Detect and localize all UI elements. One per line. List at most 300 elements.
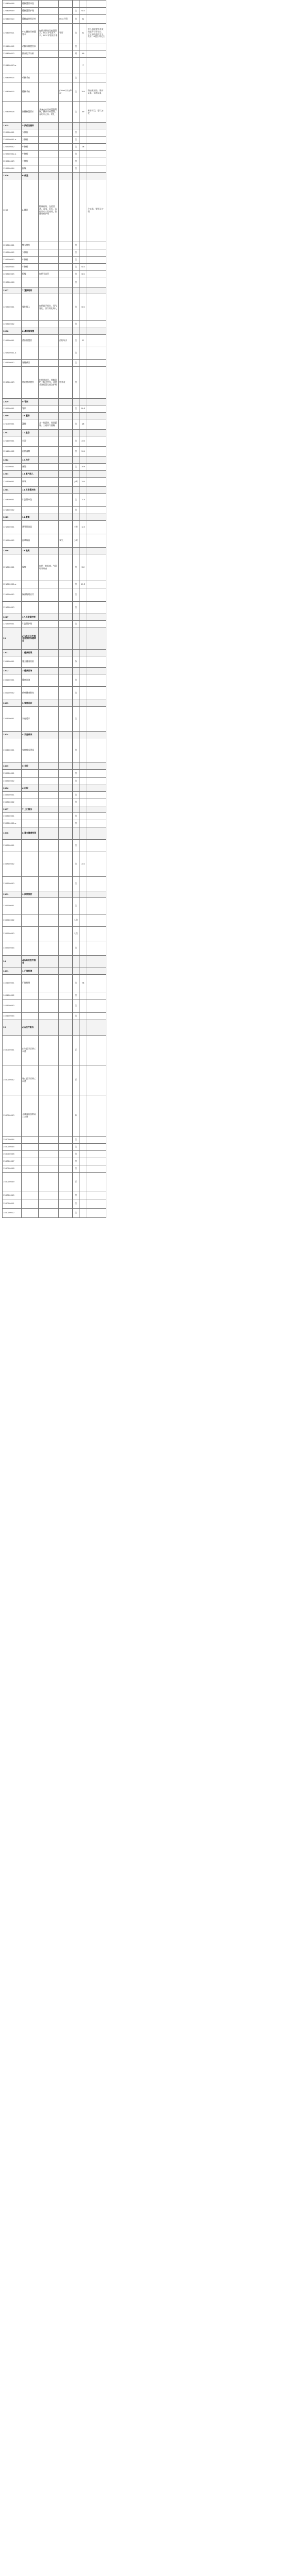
price-cell <box>79 840 87 852</box>
table-row <box>3 941 106 956</box>
note-cell <box>87 778 106 785</box>
note-cell <box>87 732 106 738</box>
note-cell <box>87 927 106 941</box>
item-name-cell: 小换药 <box>22 158 39 165</box>
excluded-content-cell <box>59 1020 73 1036</box>
note-cell <box>87 1 106 8</box>
item-code-cell: 130600001 <box>3 792 22 799</box>
note-cell <box>87 891 106 898</box>
item-code-cell: 120400013 <box>3 50 22 58</box>
item-content-cell <box>39 347 59 360</box>
table-row <box>3 1192 106 1199</box>
note-cell <box>87 534 106 548</box>
unit-cell: 次 <box>73 813 79 820</box>
unit-cell: 次 <box>73 249 79 257</box>
item-name-cell: 8.建立健康档案 <box>22 827 39 840</box>
item-code-cell: 150000002 <box>3 1065 22 1095</box>
price-cell <box>79 891 87 898</box>
item-code-cell: 130200001 <box>3 674 22 687</box>
unit-cell: 次 <box>73 447 79 457</box>
item-name-cell: 7.上门服务 <box>22 806 39 813</box>
excluded-content-cell <box>59 941 73 956</box>
item-name-cell <box>22 799 39 806</box>
item-code-cell: 120400012 <box>3 43 22 50</box>
note-cell <box>87 457 106 464</box>
unit-cell: 次 <box>73 852 79 877</box>
item-content-cell <box>39 614 59 621</box>
item-name-cell: 9.导尿 <box>22 399 39 405</box>
item-content-cell <box>39 436 59 447</box>
item-name-cell: 拆线 <box>22 271 39 278</box>
excluded-content-cell <box>59 785 73 792</box>
unit-cell: 次 <box>73 1209 79 1218</box>
price-cell: 19.5 <box>79 405 87 413</box>
unit-cell: 人次 <box>73 914 79 927</box>
table-row <box>3 820 106 827</box>
item-content-cell <box>39 687 59 700</box>
note-cell <box>87 521 106 534</box>
item-code-cell: 130400001 <box>3 738 22 763</box>
note-cell <box>87 588 106 602</box>
item-content-cell <box>39 732 59 738</box>
unit-cell: 次 <box>73 840 79 852</box>
unit-cell <box>73 471 79 478</box>
item-code-cell: 150000006 <box>3 1151 22 1158</box>
table-row <box>3 650 106 656</box>
item-code-cell: 121100001 <box>3 436 22 447</box>
table-row <box>3 999 106 1013</box>
note-cell <box>87 43 106 50</box>
note-cell <box>87 1192 106 1199</box>
excluded-content-cell <box>59 405 73 413</box>
item-name-cell <box>22 792 39 799</box>
excluded-content-cell <box>59 158 73 165</box>
item-name-cell: 雾化吸入 <box>22 294 39 321</box>
price-cell <box>79 165 87 173</box>
excluded-content-cell <box>59 877 73 891</box>
item-name-cell: 5.换药及敷料 <box>22 123 39 129</box>
note-cell <box>87 271 106 278</box>
item-name-cell <box>22 840 39 852</box>
unit-cell <box>73 763 79 770</box>
excluded-content-cell <box>59 1165 73 1173</box>
excluded-content-cell <box>59 1065 73 1095</box>
excluded-content-cell <box>59 436 73 447</box>
item-name-cell: 11.坐浴 <box>22 430 39 436</box>
item-content-cell <box>39 15 59 24</box>
item-name-cell: 引流管护理 <box>22 621 39 628</box>
price-cell <box>79 347 87 360</box>
excluded-content-cell <box>59 820 73 827</box>
item-code-cell: 130800003 <box>3 877 22 891</box>
note-cell <box>87 158 106 165</box>
item-content-cell <box>39 738 59 763</box>
table-row <box>3 785 106 792</box>
unit-cell <box>73 123 79 129</box>
price-cell <box>79 1199 87 1209</box>
item-content-cell <box>39 1199 59 1209</box>
table-row <box>3 144 106 151</box>
excluded-content-cell <box>59 430 73 436</box>
item-content-cell <box>39 827 59 840</box>
unit-cell: 次 <box>73 405 79 413</box>
price-cell <box>79 770 87 778</box>
excluded-content-cell <box>59 1151 73 1158</box>
item-code-cell: 1213 <box>3 471 22 478</box>
excluded-content-cell <box>59 457 73 464</box>
unit-cell: 次 <box>73 294 79 321</box>
excluded-content-cell <box>59 102 73 123</box>
item-content-cell <box>39 158 59 165</box>
item-code-cell: 130300001 <box>3 707 22 732</box>
unit-cell: 次 <box>73 8 79 15</box>
excluded-content-cell <box>59 1192 73 1199</box>
price-cell <box>79 1065 87 1095</box>
price-cell <box>79 129 87 137</box>
item-content-cell <box>39 74 59 82</box>
excluded-content-cell <box>59 827 73 840</box>
price-cell <box>79 877 87 891</box>
item-content-cell <box>39 792 59 799</box>
item-name-cell: 7.置换给药 <box>22 287 39 294</box>
note-cell <box>87 992 106 999</box>
item-name-cell: 家庭病床建床 <box>22 738 39 763</box>
item-name-cell: 静脉高营养治疗 <box>22 15 39 24</box>
item-code-cell: 140100002 <box>3 992 22 999</box>
unit-cell <box>73 1 79 8</box>
note-cell <box>87 123 106 129</box>
item-code-cell: 150000005 <box>3 1144 22 1151</box>
item-content-cell <box>39 507 59 514</box>
table-row <box>3 1 106 8</box>
note-cell <box>87 975 106 992</box>
note-cell <box>87 707 106 732</box>
table-row <box>3 548 106 554</box>
excluded-content-cell <box>59 271 73 278</box>
excluded-content-cell: PICC导管 <box>59 15 73 24</box>
table-row <box>3 158 106 165</box>
item-name-cell: 16.吸痰 <box>22 548 39 554</box>
excluded-content-cell <box>59 494 73 507</box>
item-content-cell <box>39 457 59 464</box>
item-content-cell <box>39 956 59 968</box>
item-code-cell: 150000004 <box>3 1137 22 1144</box>
item-code-cell: 130700001-a <box>3 820 22 827</box>
unit-cell: 次 <box>73 257 79 264</box>
unit-cell <box>73 457 79 464</box>
unit-cell <box>73 968 79 975</box>
item-content-cell <box>39 447 59 457</box>
item-content-cell <box>39 487 59 494</box>
item-code-cell: 130900004 <box>3 941 22 956</box>
table-row <box>3 732 106 738</box>
table-row <box>3 778 106 785</box>
item-code-cell: 120800002 <box>3 360 22 367</box>
item-content-cell <box>39 927 59 941</box>
item-code-cell: 120500004 <box>3 165 22 173</box>
unit-cell <box>73 328 79 335</box>
table-row <box>3 257 106 264</box>
excluded-content-cell <box>59 621 73 628</box>
table-row <box>3 360 106 367</box>
item-content-cell <box>39 278 59 287</box>
item-content-cell <box>39 173 59 179</box>
item-name-cell: 肠内营养置管 <box>22 367 39 399</box>
unit-cell: 次 <box>73 137 79 144</box>
excluded-content-cell <box>59 321 73 328</box>
item-code-cell: 14 <box>3 956 22 968</box>
unit-cell: 次 <box>73 1151 79 1158</box>
unit-cell: 次 <box>73 1158 79 1165</box>
excluded-content-cell <box>59 1144 73 1151</box>
price-cell <box>79 43 87 50</box>
price-cell <box>79 534 87 548</box>
item-content-cell <box>39 1165 59 1173</box>
table-row <box>3 514 106 521</box>
table-row <box>3 581 106 588</box>
unit-cell: 次 <box>73 321 79 328</box>
unit-cell: 本 <box>73 1095 79 1137</box>
note-cell <box>87 436 106 447</box>
unit-cell <box>73 487 79 494</box>
note-cell <box>87 1151 106 1158</box>
note-cell <box>87 1065 106 1095</box>
table-row <box>3 770 106 778</box>
note-cell <box>87 813 106 820</box>
note-cell <box>87 50 106 58</box>
table-row <box>3 656 106 668</box>
excluded-content-cell <box>59 287 73 294</box>
item-code-cell: 1301 <box>3 650 22 656</box>
table-row <box>3 628 106 650</box>
item-name-cell: 尸体料理 <box>22 975 39 992</box>
item-name-cell: 14.引流管冲洗 <box>22 487 39 494</box>
item-content-cell: 包括引流管 <box>39 271 59 278</box>
note-cell <box>87 1144 106 1151</box>
item-code-cell: 120500002-a <box>3 151 22 158</box>
table-row <box>3 419 106 430</box>
item-code-cell: 150000009 <box>3 1173 22 1192</box>
note-cell <box>87 335 106 347</box>
unit-cell: 次 <box>73 264 79 271</box>
price-cell <box>79 514 87 521</box>
price-cell <box>79 413 87 419</box>
item-content-cell <box>39 602 59 614</box>
note-cell <box>87 58 106 74</box>
item-code-cell: 120600005 <box>3 271 22 278</box>
item-content-cell <box>39 405 59 413</box>
item-name-cell <box>22 1192 39 1199</box>
item-name-cell: 动脉穿刺置管术 <box>22 43 39 50</box>
item-code-cell: 120600001 <box>3 242 22 249</box>
item-content-cell <box>39 763 59 770</box>
table-row <box>3 975 106 992</box>
table-row <box>3 50 106 58</box>
unit-cell <box>73 1020 79 1036</box>
table-row <box>3 179 106 242</box>
item-code-cell: 120600006 <box>3 278 22 287</box>
price-cell: 2.6 <box>79 478 87 487</box>
price-cell <box>79 278 87 287</box>
unit-cell: 次 <box>73 975 79 992</box>
excluded-content-cell <box>59 144 73 151</box>
item-name-cell: 6.体温 <box>22 173 39 179</box>
table-row <box>3 278 106 287</box>
price-cell <box>79 806 87 813</box>
item-name-cell <box>22 1209 39 1218</box>
excluded-content-cell <box>59 328 73 335</box>
item-code-cell: 120600003 <box>3 257 22 264</box>
note-cell <box>87 700 106 707</box>
item-code-cell: 120400015 <box>3 82 22 102</box>
price-cell: 3.6 <box>79 82 87 102</box>
item-code-cell: 121500002 <box>3 534 22 548</box>
excluded-content-cell <box>59 806 73 813</box>
item-name-cell: 1.健康档案 <box>22 650 39 656</box>
table-row <box>3 271 106 278</box>
price-cell <box>79 548 87 554</box>
table-row <box>3 430 106 436</box>
item-content-cell <box>39 360 59 367</box>
item-name-cell: 13.氧气吸入 <box>22 471 39 478</box>
item-name-cell: 6.出诊 <box>22 785 39 792</box>
table-row <box>3 367 106 399</box>
excluded-content-cell <box>59 278 73 287</box>
table-row <box>3 173 106 179</box>
table-row <box>3 1020 106 1036</box>
price-cell <box>79 914 87 927</box>
note-cell <box>87 1173 106 1192</box>
price-cell <box>79 778 87 785</box>
excluded-content-cell <box>59 347 73 360</box>
note-cell <box>87 471 106 478</box>
unit-cell <box>73 514 79 521</box>
table-row <box>3 813 106 820</box>
item-content-cell <box>39 941 59 956</box>
item-code-cell: 120700001 <box>3 294 22 321</box>
item-content-cell <box>39 1036 59 1065</box>
unit-cell: 次 <box>73 335 79 347</box>
excluded-content-cell <box>59 521 73 534</box>
item-code-cell: 121300001 <box>3 478 22 487</box>
item-name-cell: (四)其他医疗服务 <box>22 956 39 968</box>
price-cell: 6.5 <box>79 271 87 278</box>
item-content-cell <box>39 668 59 674</box>
note-cell <box>87 763 106 770</box>
table-row <box>3 494 106 507</box>
note-cell <box>87 785 106 792</box>
unit-cell: 次 <box>73 1144 79 1151</box>
unit-cell: 次 <box>73 738 79 763</box>
table-row <box>3 242 106 249</box>
table-row <box>3 827 106 840</box>
excluded-content-cell <box>59 478 73 487</box>
item-name-cell: 出生医学证明工本费 <box>22 1036 39 1065</box>
item-content-cell <box>39 1151 59 1158</box>
item-code-cell: 121000001 <box>3 419 22 430</box>
item-content-cell <box>39 430 59 436</box>
unit-cell <box>73 650 79 656</box>
table-row <box>3 151 106 158</box>
item-content-cell <box>39 471 59 478</box>
item-code-cell: 1306 <box>3 785 22 792</box>
item-name-cell: 静脉置管冲洗 <box>22 1 39 8</box>
item-name-cell: 中换药 <box>22 151 39 158</box>
item-name-cell: 疾病健康教育 <box>22 687 39 700</box>
excluded-content-cell <box>59 738 73 763</box>
table-row <box>3 287 106 294</box>
unit-cell <box>73 287 79 294</box>
price-cell <box>79 602 87 614</box>
table-row <box>3 457 106 464</box>
item-code-cell: 1216 <box>3 548 22 554</box>
excluded-content-cell <box>59 792 73 799</box>
item-name-cell: 10.灌肠 <box>22 413 39 419</box>
table-row <box>3 521 106 534</box>
unit-cell: 次 <box>73 151 79 158</box>
note-cell <box>87 999 106 1013</box>
price-cell <box>79 399 87 405</box>
excluded-content-cell <box>59 264 73 271</box>
table-row <box>3 1036 106 1065</box>
item-content-cell: 含一般灌肠、保留灌肠、三通氧气灌肠 <box>39 419 59 430</box>
item-name-cell <box>22 1158 39 1165</box>
unit-cell <box>73 891 79 898</box>
price-cell <box>79 158 87 165</box>
table-row <box>3 852 106 877</box>
item-content-cell <box>39 257 59 264</box>
table-row <box>3 129 106 137</box>
item-content-cell <box>39 877 59 891</box>
item-code-cell: 1211 <box>3 430 22 436</box>
unit-cell: 证 <box>73 1036 79 1065</box>
excluded-content-cell <box>59 74 73 82</box>
excluded-content-cell <box>59 1137 73 1144</box>
price-cell <box>79 1173 87 1192</box>
item-content-cell <box>39 242 59 249</box>
note-cell <box>87 278 106 287</box>
item-name-cell <box>22 992 39 999</box>
item-content-cell <box>39 165 59 173</box>
excluded-content-cell <box>59 813 73 820</box>
item-name-cell: (三)社区卫生服务及预防保健项目 <box>22 628 39 650</box>
item-name-cell <box>22 927 39 941</box>
price-cell: 7 <box>79 58 87 74</box>
note-cell <box>87 399 106 405</box>
item-code-cell: 150000003 <box>3 1095 22 1137</box>
item-content-cell <box>39 820 59 827</box>
note-cell <box>87 360 106 367</box>
price-cell: 32 <box>79 335 87 347</box>
note-cell <box>87 738 106 763</box>
item-name-cell: 3.家庭巡诊 <box>22 700 39 707</box>
item-name-cell: 小换药 <box>22 264 39 271</box>
price-cell <box>79 687 87 700</box>
excluded-content-cell <box>59 700 73 707</box>
price-cell: 76 <box>79 144 87 151</box>
note-cell <box>87 173 106 179</box>
price-cell <box>79 674 87 687</box>
excluded-content-cell <box>59 151 73 158</box>
item-name-cell: 静脉置管护理 <box>22 8 39 15</box>
item-name-cell <box>22 778 39 785</box>
item-content-cell <box>39 914 59 927</box>
excluded-content-cell <box>59 249 73 257</box>
price-cell <box>79 792 87 799</box>
unit-cell <box>73 413 79 419</box>
price-cell <box>79 956 87 968</box>
item-name-cell <box>22 1137 39 1144</box>
